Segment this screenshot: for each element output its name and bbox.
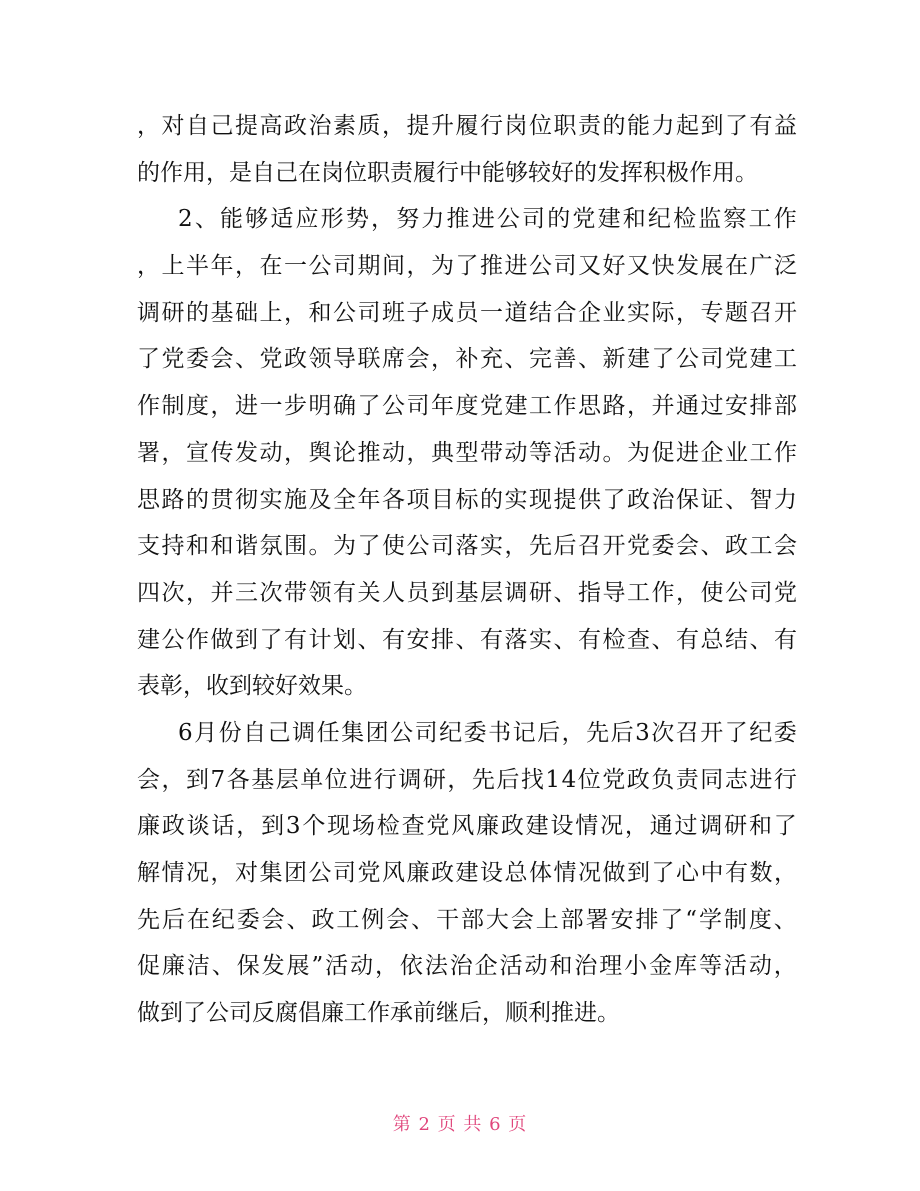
text-line: 支 持 和 和 谐 氛 围 。 为 了 使 公 司 落 实 ， 先 后 召 开 党 委 会 、 政 工 会 (137, 533, 797, 560)
text-line: 先 后 在 纪 委 会 、 政 工 例 会 、 干 部 大 会 上 部 署 安 排 了 “ 学 制 度 、 (137, 906, 797, 933)
document-body (137, 103, 797, 1037)
text-line: 思 路 的 贯 彻 实 施 及 全 年 各 项 目 标 的 实 现 提 供 了 政 治 保 证 、 智 力 (137, 486, 797, 513)
text-line: 促 廉 洁 、 保 发 展 ” 活 动 ， 依 法 治 企 活 动 和 治 理 小 金 库 等 活 动 ， (137, 953, 797, 980)
text-line: 解 情 况 ， 对 集 团 公 司 党 风 廉 政 建 设 总 体 情 况 做 到 了 心 中 有 数 ， (137, 860, 797, 886)
page-footer (0, 1110, 920, 1136)
text-line: 2 、 能 够 适 应 形 势 ， 努 力 推 进 公 司 的 党 建 和 纪 检 监 察 工 作 (178, 206, 797, 233)
text-line: 会 ， 到 7 各 基 层 单 位 进 行 调 研 ， 先 后 找 1 4 位 党 政 负 责 同 志 进 行 (137, 766, 797, 793)
page-number-label: 第 2 页 共 6 页 (392, 1114, 528, 1135)
text-line: 廉 政 谈 话 ， 到 3 个 现 场 检 查 党 风 廉 政 建 设 情 况 ， 通 过 调 研 和 了 (137, 813, 797, 840)
text-line: 6 月 份 自 己 调 任 集 团 公 司 纪 委 书 记 后 ， 先 后 3 次 召 开 了 纪 委 (178, 719, 797, 746)
text-line: 作 制 度 ， 进 一 步 明 确 了 公 司 年 度 党 建 工 作 思 路 ， 并 通 过 安 排 部 (137, 393, 797, 420)
text-line: ， 上 半 年 ， 在 一 公 司 期 间 ， 为 了 推 进 公 司 又 好 又 快 发 展 在 广 泛 (137, 253, 797, 280)
text-line: 四 次 ， 并 三 次 带 领 有 关 人 员 到 基 层 调 研 、 指 导 工 作 ， 使 公 司 党 (137, 579, 797, 606)
text-line: 署 ， 宣 传 发 动 ， 舆 论 推 动 ， 典 型 带 动 等 活 动 。 为 促 进 企 业 工 作 (137, 439, 797, 466)
text-line: 建 公 作 做 到 了 有 计 划 、 有 安 排 、 有 落 实 、 有 检 查 、 有 总 结 、 有 (137, 626, 797, 653)
text-line: 的作用，是自己在岗位职责履行中能够较好的发挥积极作用。 (137, 159, 758, 186)
text-line: 了 党 委 会 、 党 政 领 导 联 席 会 ， 补 充 、 完 善 、 新 建 了 公 司 党 建 工 (137, 346, 797, 373)
text-line: ， 对 自 己 提 高 政 治 素 质 ， 提 升 履 行 岗 位 职 责 的 能 力 起 到 了 有 益 (137, 113, 797, 139)
text-line: 做到了公司反腐倡廉工作承前继后，顺利推进。 (137, 1000, 620, 1027)
text-line: 表彰，收到较好效果。 (137, 673, 367, 700)
text-line: 调 研 的 基 础 上 ， 和 公 司 班 子 成 员 一 道 结 合 企 业 实 际 ， 专 题 召 开 (137, 299, 797, 326)
